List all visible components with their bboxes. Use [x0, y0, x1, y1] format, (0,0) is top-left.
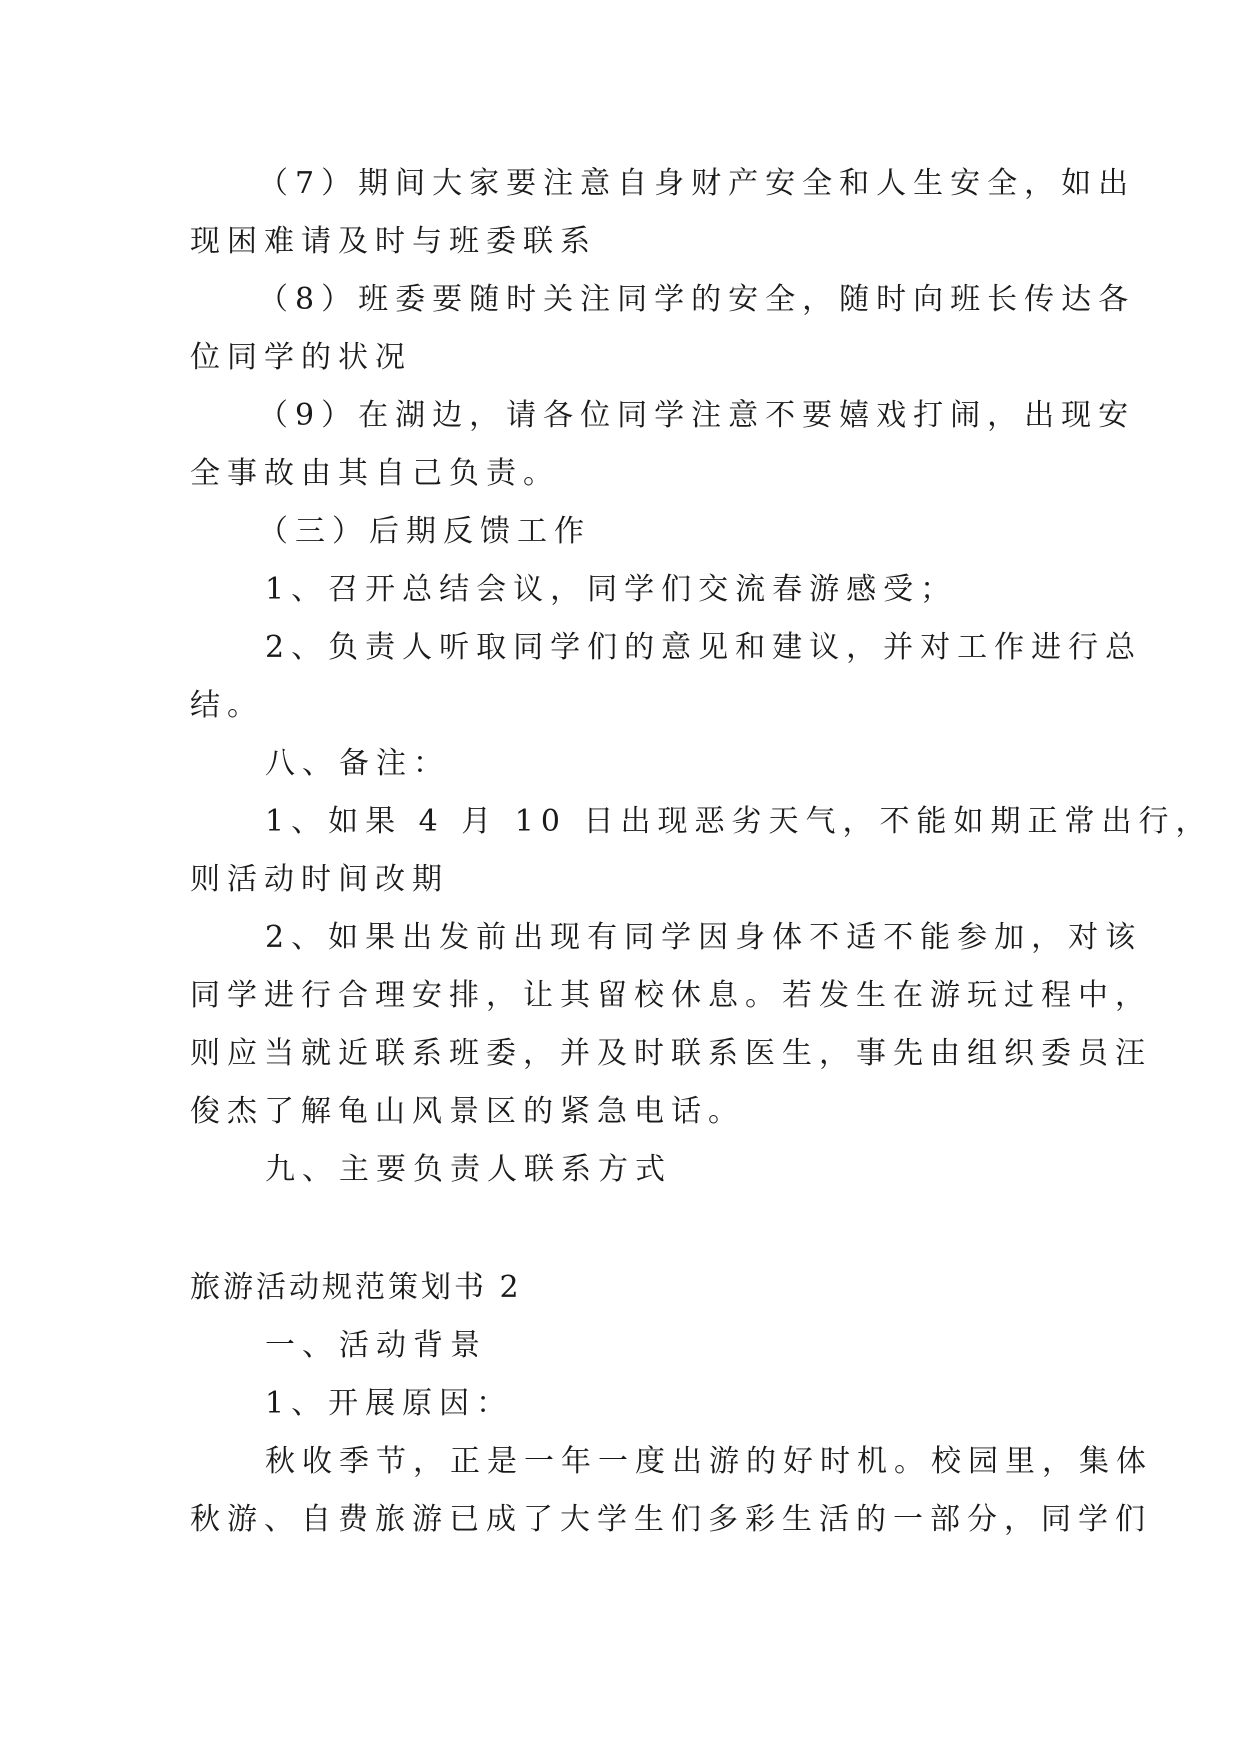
section-heading-feedback: （三）后期反馈工作: [258, 514, 591, 549]
paragraph-7-line-2: 现困难请及时与班委联系: [190, 224, 597, 259]
feedback-item-2-line-1: 2、负责人听取同学们的意见和建议，并对工作进行总: [265, 630, 1143, 665]
background-item-1-heading: 1、开展原因：: [265, 1386, 514, 1421]
background-paragraph-line-2: 秋游、自费旅游已成了大学生们多彩生活的一部分，同学们: [190, 1502, 1152, 1537]
section-heading-background: 一、活动背景: [265, 1328, 487, 1363]
notes-item-2-line-2: 同学进行合理安排，让其留校休息。若发生在游玩过程中，: [190, 978, 1152, 1013]
notes-item-2-line-4: 俊杰了解龟山风景区的紧急电话。: [190, 1094, 745, 1129]
notes-item-2-line-3: 则应当就近联系班委，并及时联系医生，事先由组织委员汪: [190, 1036, 1152, 1071]
paragraph-8-line-1: （8）班委要随时关注同学的安全，随时向班长传达各: [258, 282, 1136, 317]
notes-item-2-line-1: 2、如果出发前出现有同学因身体不适不能参加，对该: [265, 920, 1143, 955]
notes-item-1-line-2: 则活动时间改期: [190, 862, 449, 897]
paragraph-9-line-1: （9）在湖边，请各位同学注意不要嬉戏打闹，出现安: [258, 398, 1136, 433]
notes-item-1-line-1: 1、如果 4 月 10 日出现恶劣天气，不能如期正常出行，: [265, 804, 1213, 839]
section-heading-notes: 八、备注：: [265, 746, 450, 781]
paragraph-9-line-2: 全事故由其自己负责。: [190, 456, 560, 491]
feedback-item-2-line-2: 结。: [190, 688, 264, 723]
background-paragraph-line-1: 秋收季节，正是一年一度出游的好时机。校园里，集体: [265, 1444, 1153, 1479]
paragraph-8-line-2: 位同学的状况: [190, 340, 412, 375]
document-title: 旅游活动规范策划书 2: [190, 1270, 522, 1305]
feedback-item-1: 1、召开总结会议，同学们交流春游感受；: [265, 572, 958, 607]
section-heading-contacts: 九、主要负责人联系方式: [265, 1152, 672, 1187]
paragraph-7-line-1: （7）期间大家要注意自身财产安全和人生安全，如出: [258, 166, 1136, 201]
